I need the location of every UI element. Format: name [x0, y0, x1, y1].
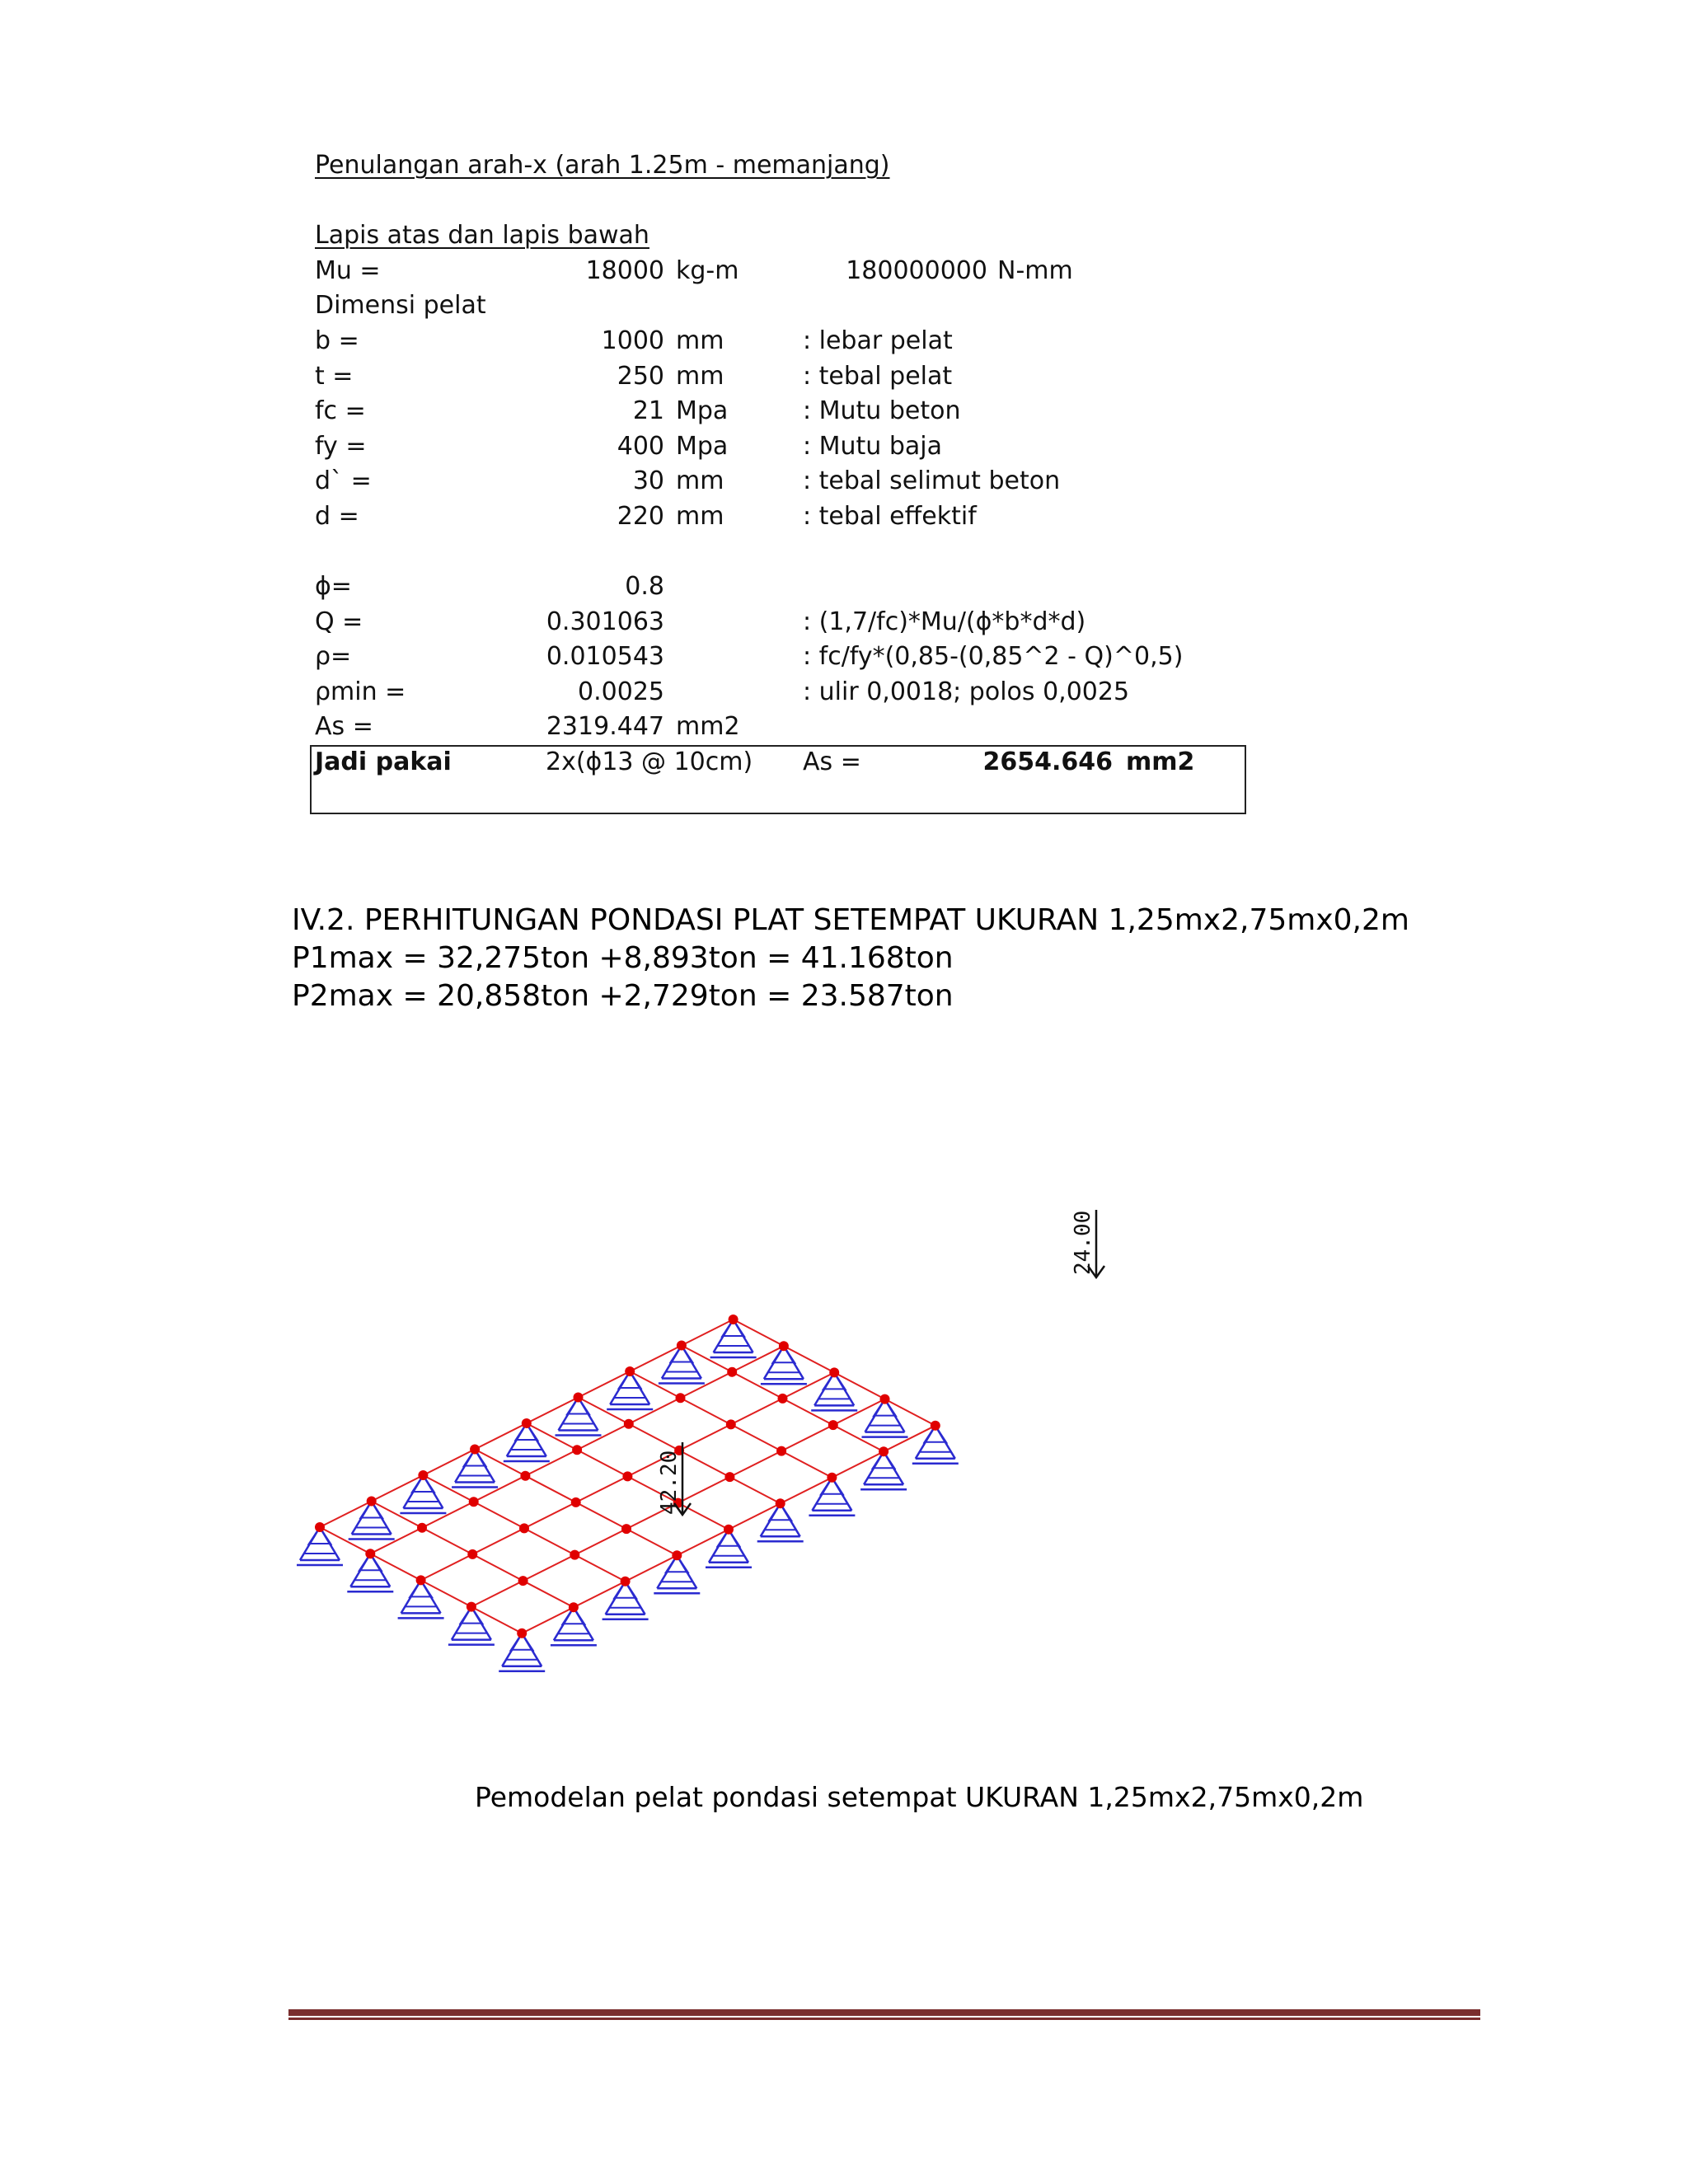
grid-node — [416, 1575, 426, 1585]
support-icon — [297, 1527, 343, 1565]
grid-node — [517, 1629, 527, 1638]
grid-node — [827, 1473, 837, 1483]
p1-max-line: P1max = 32,275ton +8,893ton = 41.168ton — [292, 941, 954, 975]
grid-node — [417, 1523, 427, 1533]
support-icon — [448, 1607, 495, 1645]
support-icon — [452, 1450, 498, 1488]
row-label: d` = — [315, 466, 372, 495]
footer-rule — [288, 2009, 1480, 2016]
grid-node — [621, 1524, 631, 1534]
row-value: 220 — [617, 502, 664, 531]
row-label: ρ= — [315, 642, 352, 671]
grid-node — [778, 1394, 788, 1404]
row-value: 30 — [632, 466, 664, 495]
row-label: d = — [315, 502, 359, 531]
grid-node — [570, 1550, 579, 1560]
row-label: t = — [315, 362, 354, 391]
support-icon — [607, 1371, 653, 1409]
grid-node — [574, 1393, 584, 1403]
support-icon — [809, 1478, 855, 1516]
grid-node — [879, 1446, 889, 1456]
grid-node — [624, 1419, 634, 1429]
row-note: : (1,7/fc)*Mu/(ϕ*b*d*d) — [803, 607, 1086, 636]
grid-node — [467, 1549, 477, 1559]
grid-node — [469, 1497, 479, 1507]
row-unit: Mpa — [676, 396, 729, 425]
support-icon — [400, 1475, 446, 1513]
grid-node — [518, 1576, 528, 1586]
row-unit: mm — [676, 326, 724, 355]
support-icon — [556, 1398, 602, 1436]
support-icon — [551, 1607, 597, 1645]
result-value: 2x(ϕ13 @ 10cm) — [546, 748, 753, 776]
row-unit: Mpa — [676, 432, 729, 461]
load-label-1: 24.00 — [1071, 1210, 1095, 1275]
support-icon — [504, 1423, 550, 1461]
support-icon — [654, 1555, 700, 1593]
row-note: : tebal selimut beton — [803, 466, 1061, 495]
grid-node — [931, 1421, 940, 1431]
grid-node — [571, 1497, 581, 1507]
load-arrow-1 — [1071, 1210, 1104, 1277]
p2-max-line: P2max = 20,858ton +2,729ton = 23.587ton — [292, 979, 954, 1013]
row-value: 0.0025 — [578, 677, 664, 706]
row-value: 21 — [632, 396, 664, 425]
support-icon — [398, 1580, 444, 1618]
row-label: fy = — [315, 432, 367, 461]
support-icon — [603, 1582, 649, 1619]
grid-node — [829, 1367, 839, 1377]
grid-node — [470, 1445, 480, 1455]
support-icon — [811, 1372, 857, 1410]
result-as-value: 2654.646 — [982, 748, 1113, 776]
support-icon — [761, 1346, 807, 1384]
row-value: 2319.447 — [546, 712, 664, 741]
result-as-unit: mm2 — [1126, 748, 1195, 776]
row-label: ϕ= — [315, 572, 352, 601]
grid-node — [672, 1550, 682, 1560]
row-unit: mm2 — [676, 712, 740, 741]
row-value: 400 — [617, 432, 664, 461]
calc-heading: Penulangan arah-x (arah 1.25m - memanjang) — [315, 151, 890, 180]
grid-node — [880, 1394, 890, 1404]
grid-node — [625, 1366, 635, 1376]
grid-node — [572, 1445, 582, 1455]
row-unit: mm — [676, 362, 724, 391]
grid-node — [724, 1472, 734, 1482]
grid-node — [828, 1420, 838, 1430]
row-note: : tebal pelat — [803, 362, 953, 391]
support-icon — [499, 1633, 545, 1671]
grid-node — [519, 1523, 529, 1533]
row-label: As = — [315, 712, 373, 741]
support-icon — [347, 1554, 393, 1591]
mu-value: 18000 — [585, 256, 664, 285]
row-unit: mm — [676, 502, 724, 531]
row-note: : fc/fy*(0,85-(0,85^2 - Q)^0,5) — [803, 642, 1184, 671]
grid-node — [724, 1525, 734, 1535]
support-icon — [860, 1451, 907, 1489]
grid-node — [315, 1522, 325, 1532]
section-title: IV.2. PERHITUNGAN PONDASI PLAT SETEMPAT UKURAN 1,25mx2,75mx0,2m — [292, 903, 1409, 937]
mu-nmm-value: 180000000 — [846, 256, 987, 285]
row-label: fc = — [315, 396, 366, 425]
row-label: ρmin = — [315, 677, 406, 706]
row-value: 0.010543 — [546, 642, 664, 671]
grid-node — [676, 1393, 686, 1403]
row-note: : Mutu beton — [803, 396, 961, 425]
row-note: : ulir 0,0018; polos 0,0025 — [803, 677, 1130, 706]
row-value: 250 — [617, 362, 664, 391]
mu-label: Mu = — [315, 256, 381, 285]
result-label: Jadi pakai — [315, 748, 452, 776]
grid-node — [622, 1471, 632, 1481]
row-value: 1000 — [601, 326, 664, 355]
mu-nmm-unit: N-mm — [997, 256, 1073, 285]
grid-node — [726, 1419, 736, 1429]
dimensi-label: Dimensi pelat — [315, 291, 486, 320]
support-icon — [757, 1503, 804, 1541]
grid-node — [520, 1471, 530, 1481]
row-label: b = — [315, 326, 359, 355]
grid-node — [727, 1367, 737, 1377]
grid-node — [779, 1341, 789, 1351]
load-label-2: 42.20 — [657, 1450, 682, 1515]
row-note: : lebar pelat — [803, 326, 953, 355]
row-unit: mm — [676, 466, 724, 495]
result-as-label: As = — [803, 748, 861, 776]
grid-node — [418, 1470, 428, 1480]
grid-node — [365, 1549, 375, 1558]
grid-node — [569, 1602, 579, 1612]
support-icon — [659, 1346, 705, 1384]
support-icon — [912, 1426, 959, 1464]
calc-subheading: Lapis atas dan lapis bawah — [315, 221, 649, 250]
support-icon — [349, 1502, 395, 1540]
row-note: : tebal effektif — [803, 502, 977, 531]
figure-caption: Pemodelan pelat pondasi setempat UKURAN 1,25mx2,75mx0,2m — [475, 1781, 1364, 1813]
footer-rule-thin — [288, 2018, 1480, 2020]
row-note: : Mutu baja — [803, 432, 942, 461]
grid-node — [467, 1602, 476, 1612]
grid-node — [776, 1498, 785, 1508]
grid-node — [367, 1497, 377, 1507]
grid-node — [729, 1315, 738, 1324]
support-icon — [706, 1530, 752, 1568]
support-icon — [862, 1399, 908, 1437]
support-icon — [710, 1319, 757, 1357]
grid-node — [776, 1446, 786, 1456]
grid-node — [677, 1341, 687, 1351]
row-label: Q = — [315, 607, 363, 636]
grid-node — [522, 1418, 532, 1428]
row-value: 0.301063 — [546, 607, 664, 636]
row-value: 0.8 — [625, 572, 664, 601]
grid-node — [621, 1577, 631, 1586]
mu-unit: kg-m — [676, 256, 739, 285]
